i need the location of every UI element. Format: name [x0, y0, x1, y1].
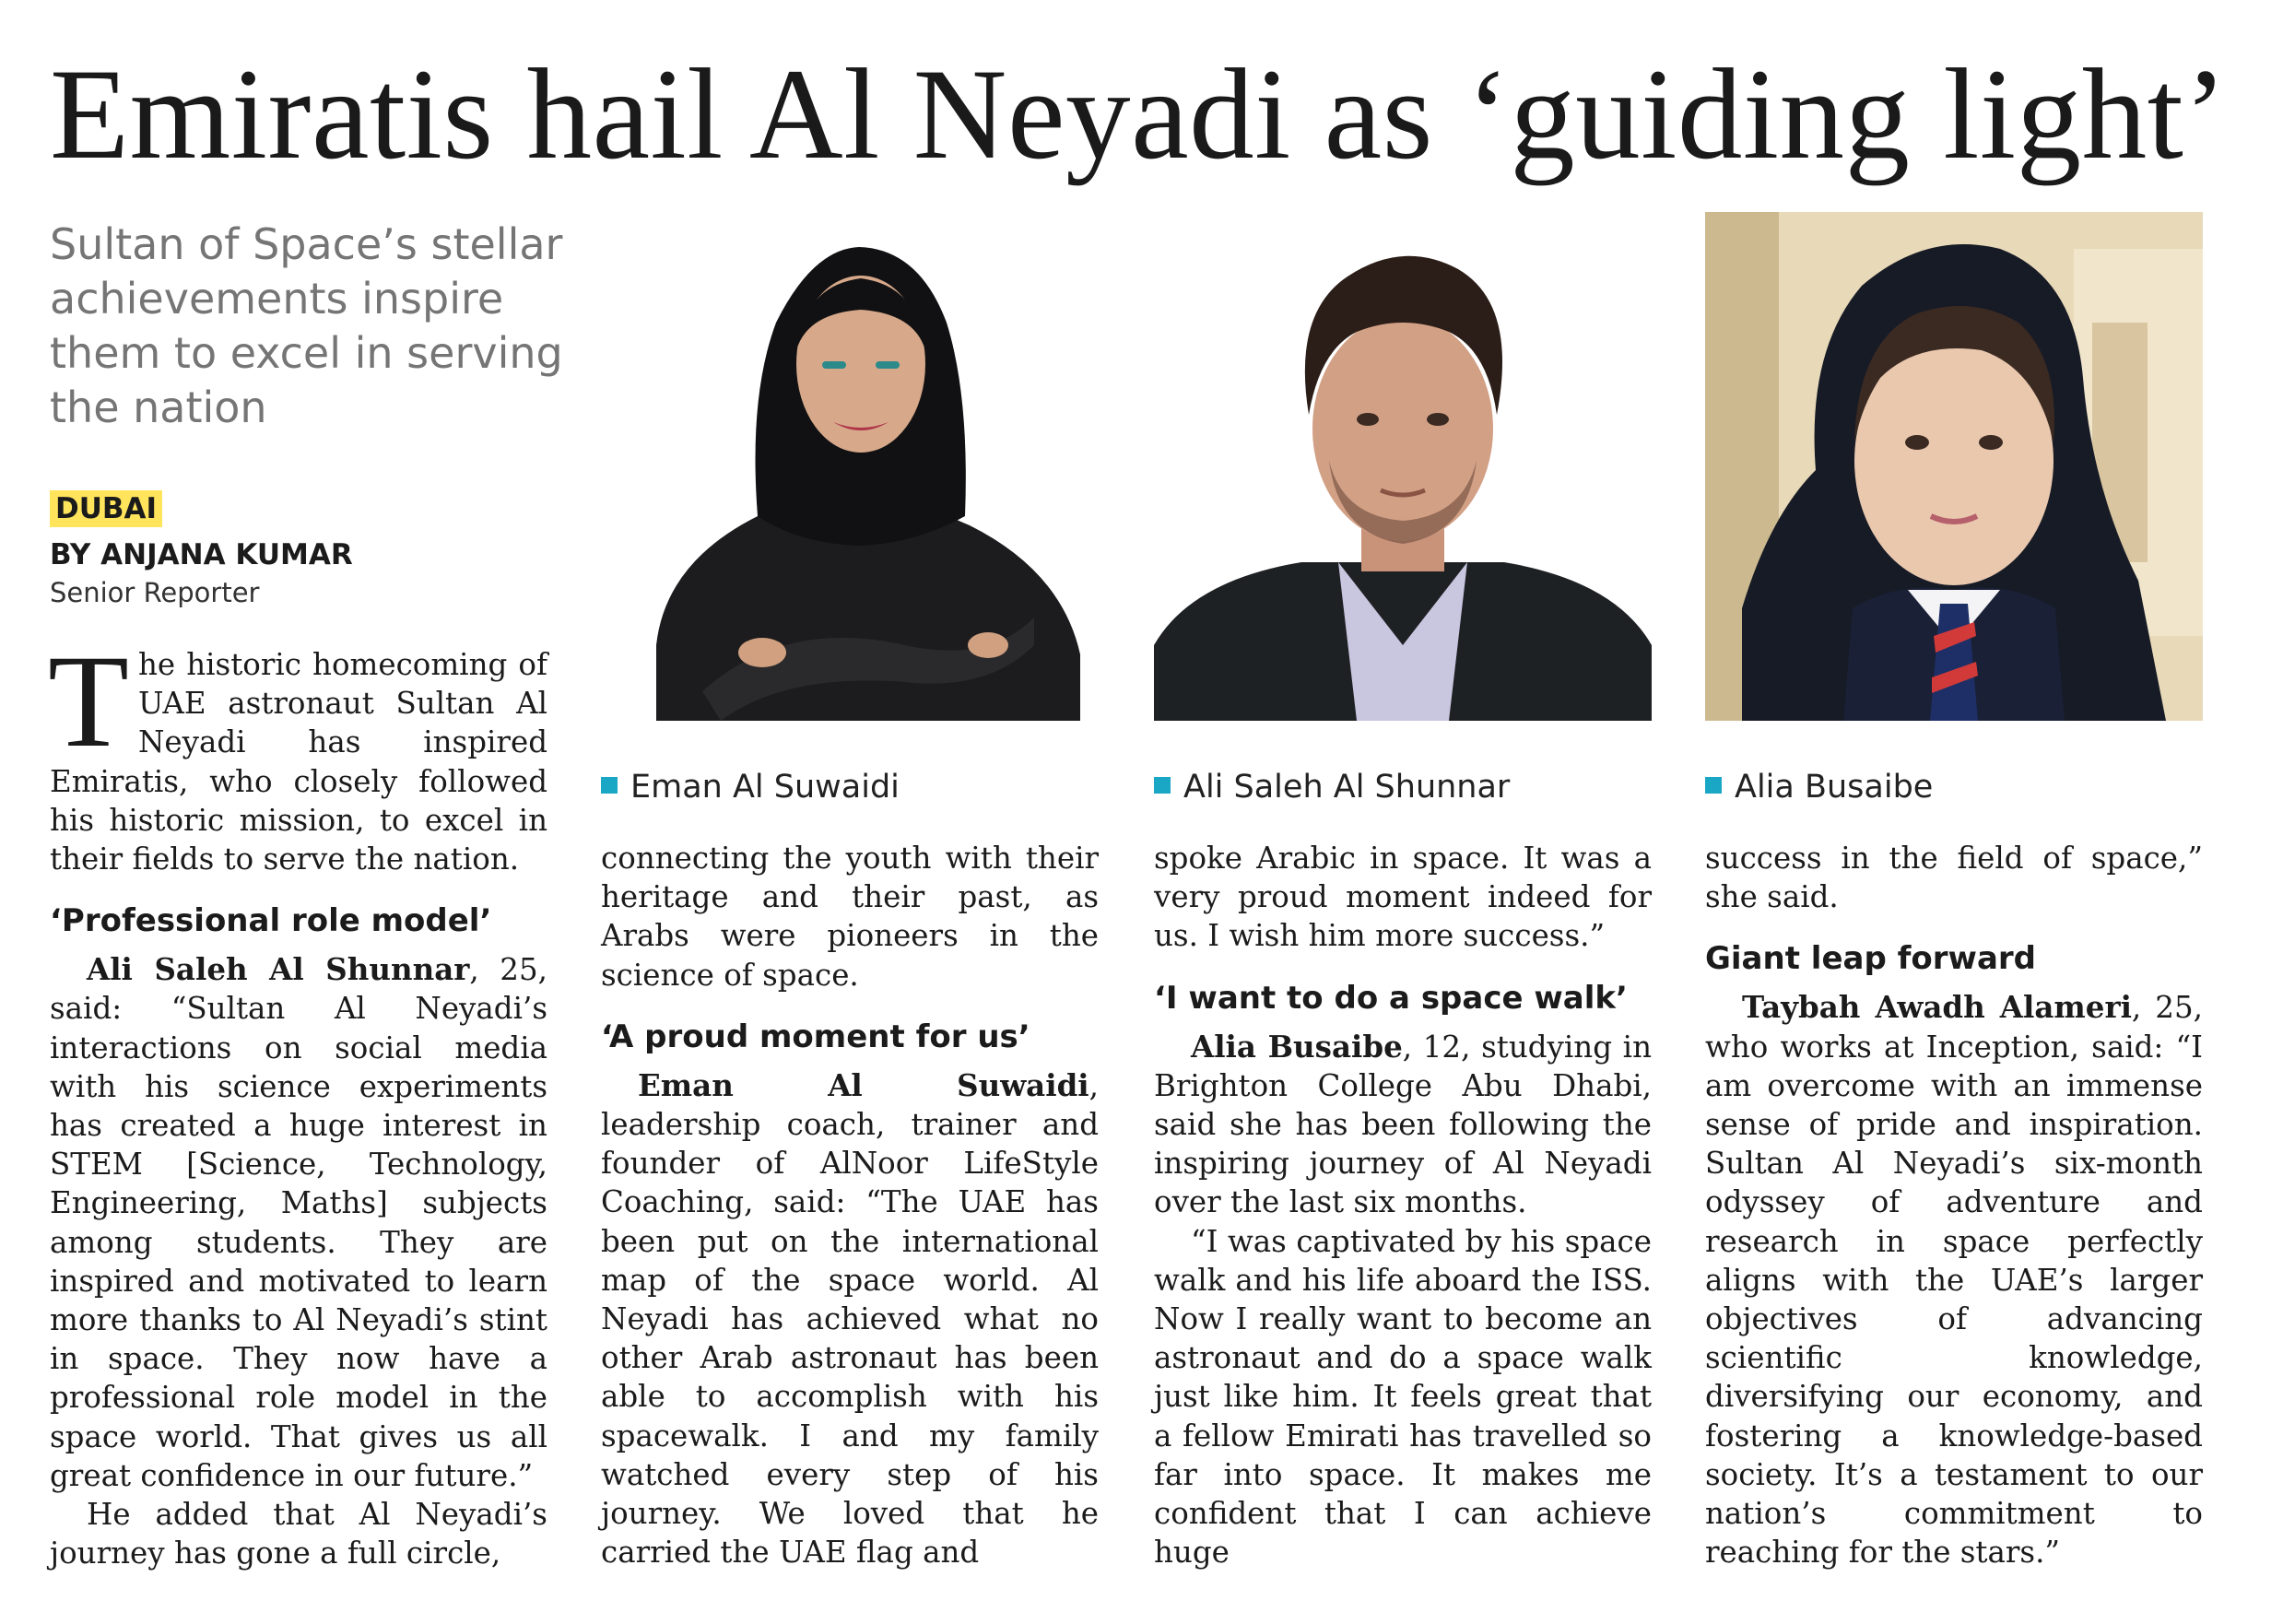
person-name: Ali Saleh Al Shunnar [87, 951, 470, 988]
byline: BY ANJANA KUMAR [50, 538, 353, 571]
paragraph: Ali Saleh Al Shunnar, 25, said: “Sultan Al Neyadi’s interactions on social media with his science experiments has created a huge interest in STEM [Science, Technology, Engineering, Maths] subjects among students. They are inspired and motivated to learn more thanks to Al Neyadi’s stint in space. They now have a professional role model in the space world. That gives us all great confidence in our future.” [50, 951, 547, 1493]
caption-square-icon [1705, 777, 1722, 794]
intro-paragraph: The historic homecoming of UAE astronaut Sultan Al Neyadi has inspired Emiratis, who closely followed his historic mission, to excel in their fields to serve the nation. [48, 629, 547, 877]
person-name: Taybah Awadh Alameri [1742, 989, 2132, 1026]
author-role: Senior Reporter [50, 577, 260, 608]
column-2-body [601, 839, 1099, 1571]
paragraph: Taybah Awadh Alameri, 25, who works at Inception, said: “I am overcome with an immense sense of pride and inspiration. Sultan Al Neyadi’s six-month odyssey of adventure and research in space perfectly aligns with the UAE’s larger objectives of advancing scientific knowledge, diversifying our economy, and fostering a knowledge-based society. It’s a testament to our nation’s commitment to reaching for the stars.” [1705, 989, 2203, 1571]
paragraph: “I was captivated by his space walk and his life aboard the ISS. Now I really want to become an astronaut and do a space walk just like him. It feels great that a fellow Emirati has travelled so far into space. It makes me confident that I can achieve huge [1154, 1223, 1652, 1571]
subhead-space-walk: ‘I want to do a space walk’ [1154, 979, 1628, 1017]
caption-square-icon [1154, 777, 1171, 794]
column-1-body [48, 629, 547, 1572]
paragraph: He added that Al Neyadi’s journey has gone a full circle, [50, 1497, 547, 1571]
caption-square-icon [601, 777, 618, 794]
subhead-proud-moment: ‘A proud moment for us’ [601, 1018, 1030, 1055]
photo-caption: Alia Busaibe [1705, 767, 1933, 807]
paragraph: success in the field of space,” she said. [1705, 841, 2203, 915]
column-4-body [1705, 839, 2203, 1571]
subhead-giant-leap-forward: Giant leap forward [1705, 940, 2037, 978]
subhead-professional-role-model: ‘Professional role model’ [50, 902, 492, 940]
standfirst: Sultan of Space’s stellar achievements inspire them to excel in serving the nation [50, 219, 563, 432]
photo-caption: Eman Al Suwaidi [601, 767, 900, 807]
paragraph: Alia Busaibe, 12, studying in Brighton College Abu Dhabi, said she has been following the inspiring journey of Al Neyadi over the last six months. [1154, 1028, 1652, 1220]
portrait-photo-ali-saleh-al-shunnar [1154, 212, 1652, 721]
paragraph: connecting the youth with their heritage and their past, as Arabs were pioneers in the science of space. [601, 841, 1099, 993]
column-3-body [1154, 839, 1652, 1571]
portrait-photo-alia-busaibe [1705, 212, 2203, 721]
photo-caption: Ali Saleh Al Shunnar [1154, 767, 1510, 807]
dateline: DUBAI [50, 490, 162, 527]
headline: Emiratis hail Al Neyadi as ‘guiding light’ [50, 42, 2228, 186]
drop-cap: T [48, 629, 129, 775]
portrait-photo-eman-al-suwaidi [601, 212, 1099, 721]
person-name: Alia Busaibe [1191, 1028, 1403, 1065]
paragraph: spoke Arabic in space. It was a very proud moment indeed for us. I wish him more success.” [1154, 841, 1652, 954]
paragraph: Eman Al Suwaidi, leadership coach, trainer and founder of AlNoor LifeStyle Coaching, said: “The UAE has been put on the international map of the space world. Al Neyadi has achieved what no other Arab astronaut has been able to accomplish with his spacewalk. I and my family watched every step of his journey. We loved that he carried the UAE flag and [601, 1066, 1099, 1571]
person-name: Eman Al Suwaidi [638, 1066, 1089, 1103]
